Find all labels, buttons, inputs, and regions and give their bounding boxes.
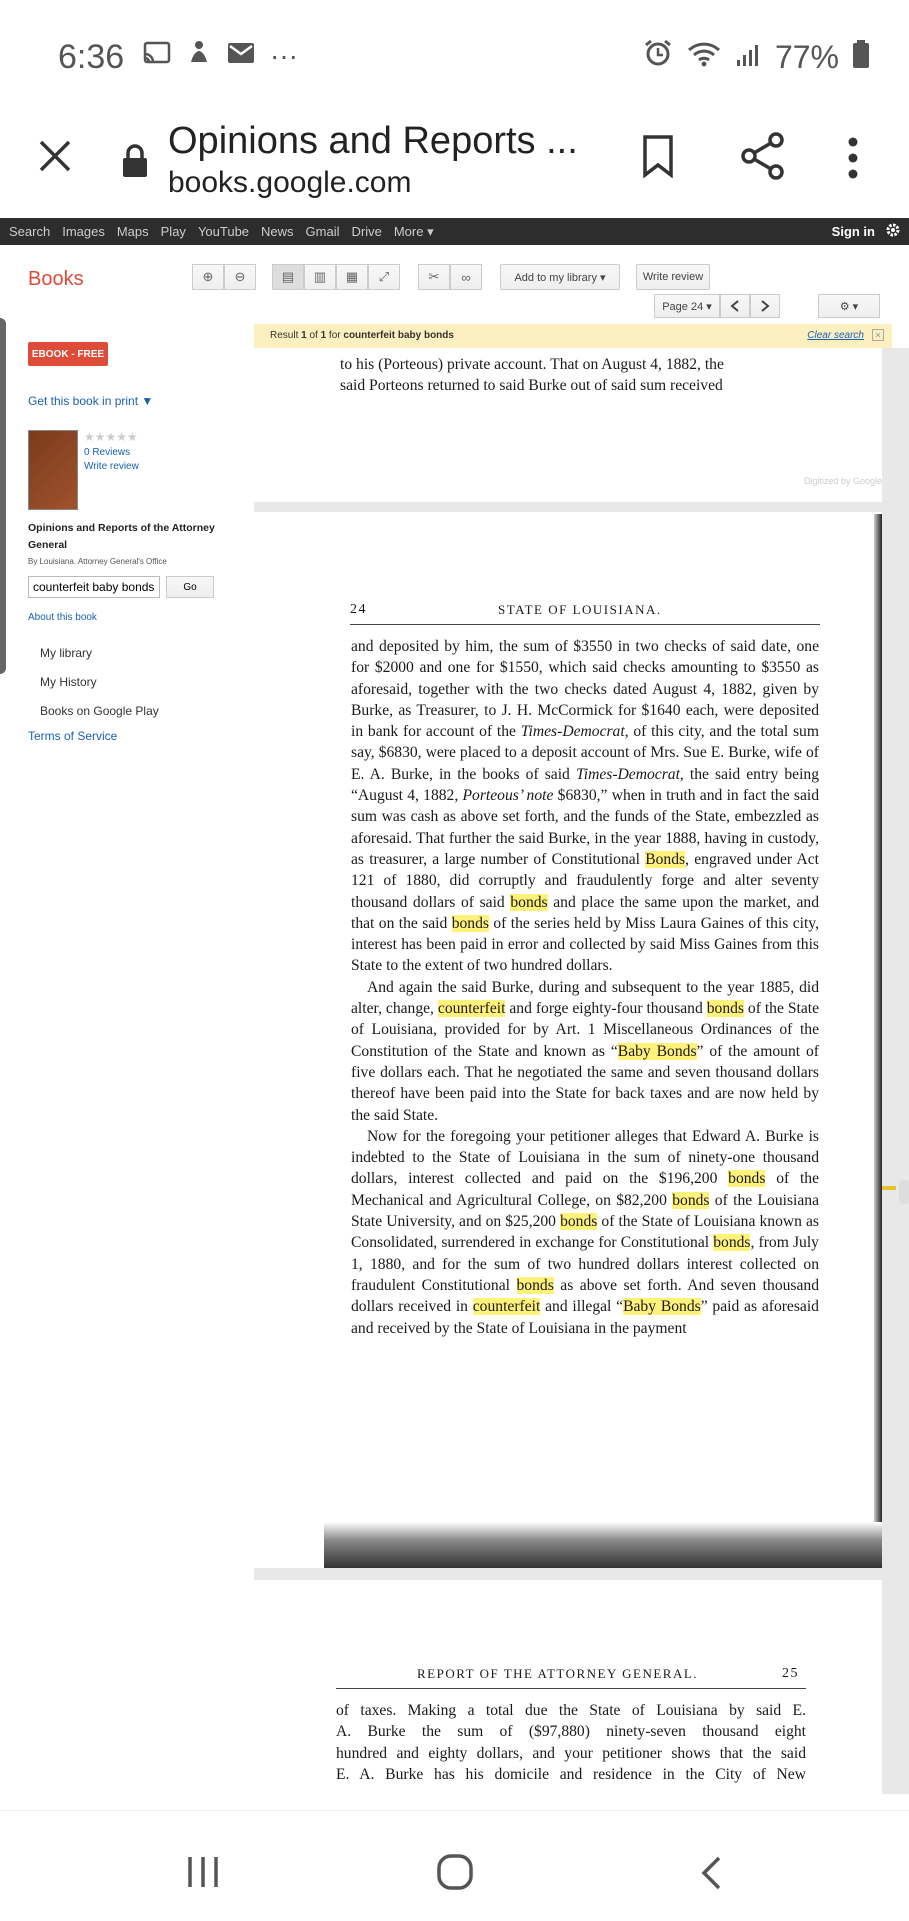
header-rule [336, 1688, 806, 1689]
bookmark-icon[interactable] [640, 134, 676, 183]
my-history-link[interactable]: My History [40, 675, 97, 689]
zoom-out-icon[interactable]: ⊖ [224, 264, 256, 290]
close-tab-icon[interactable] [30, 134, 80, 184]
rating-stars-icon[interactable]: ★★★★★ [84, 430, 138, 444]
page-navigation [654, 294, 780, 318]
side-panel-handle[interactable] [0, 318, 6, 674]
my-library-link[interactable]: My library [40, 646, 93, 660]
digitized-watermark: Digitized by Google [803, 476, 882, 486]
write-review-link[interactable]: Write review [84, 461, 139, 472]
header-rule [350, 624, 820, 625]
prev-page-icon[interactable] [720, 294, 750, 318]
gbar-link[interactable]: Maps [116, 224, 149, 239]
result-mid: of [306, 330, 321, 341]
search-result-bar [254, 324, 892, 348]
viewer-settings-gear-icon[interactable]: ⚙ ▾ [818, 294, 880, 318]
clear-search-link[interactable]: Clear search [807, 330, 864, 341]
accessibility-icon [186, 40, 212, 75]
gbar-link[interactable]: Images [62, 224, 105, 239]
view-mode-controls [272, 264, 400, 290]
result-current: 1 [301, 330, 307, 341]
get-print-link[interactable]: Get this book in print ▼ [28, 394, 154, 408]
share-icon[interactable] [740, 132, 786, 185]
gbar-link[interactable]: Search [9, 224, 51, 239]
page-url[interactable]: books.google.com [168, 166, 412, 199]
page23-line: to his (Porteous) private account. That on August 4, 1882, the [340, 356, 724, 373]
wifi-icon [687, 39, 721, 76]
zoom-controls [192, 264, 256, 290]
battery-icon [853, 39, 869, 76]
fullscreen-icon[interactable]: ⤢ [368, 264, 400, 290]
alarm-icon [643, 38, 673, 76]
status-bar [0, 0, 909, 110]
page-number-25: 25 [782, 1666, 799, 1681]
book-title: Opinions and Reports of the Attorney General [28, 522, 215, 551]
about-book-link[interactable]: About this book [28, 612, 97, 623]
add-to-library-button[interactable]: Add to my library ▾ [500, 264, 620, 290]
page24-body: and deposited by him, the sum of $3550 in two checks of said date, one for $2000 and one for $1550, which said checks amounting to $3550 as aforesaid, together with the two checks dated August 4, 1882, given by Burke, as Treasurer, to J. H. McCormick for $1640 each, were deposited in bank for account of the Times-Democrat, of this city, and the total sum say, $6830, were placed to a deposit account of Mrs. Sue E. Burke, wife of E. A. Burke, in the books of said Times-Democrat, the said entry being “August 4, 1882, Porteous’ note $6830,” when in truth and in fact the said sum was cash as above set forth, and the funds of the State, embezzled as aforesaid. That further the said Burke, in the year 1888, having in custody, as treasurer, a large number of Constitutional Bonds, engraved under Act 121 of 1880, did corruptly and fraudulently forge and alter seventy thousand dollars of said bonds and place the same upon the market, and that on the said bonds of the series held by Miss Laura Gaines of this city, interest has been paid in error and collected by said Miss Gaines from this State to the extent of two hundred dollars. And again the said Burke, during and subsequent to the year 1885, did alter, change, counterfeit and forge eighty-four thousand bonds of the State of Louisiana, provided for by Art. 1 Miscellaneous Ordinances of the Constitution of the State and known as “Baby Bonds” of the amount of five dollars each. That he negotiated the same and seven thousand dollars thereof have been paid into the State for back taxes and are now held by the said State. Now for the foregoing your petitioner alleges that Edward A. Burke is indebted to the State of Louisiana in the sum of ninety-one thousand dollars, interest collected and paid on the $196,200 bonds of the Mechanical and Agricultural College, on $82,200 bonds of the Louisiana State University, and on $25,200 bonds of the State of Louisiana known as Consolidated, surrendered in exchange for Constitutional bonds, from July 1, 1880, and for the sum of two hundred dollars interest collected on fraudulent Constitutional bonds as above set forth. And seven thousand dollars received in counterfeit and illegal “Baby Bonds” paid as aforesaid and received by the State of Louisiana in the payment [351, 638, 820, 1337]
recent-apps-icon[interactable] [186, 1855, 220, 1894]
page-25 [254, 1580, 882, 1794]
book-viewer[interactable] [254, 348, 909, 1794]
books-on-play-link[interactable]: Books on Google Play [40, 704, 159, 718]
single-page-icon[interactable]: ▤ [272, 264, 304, 290]
search-in-book-input[interactable] [28, 576, 160, 598]
more-notifications-icon: ··· [270, 40, 298, 71]
clip-controls [418, 264, 482, 290]
status-time: 6:36 [58, 38, 125, 76]
google-bar [0, 218, 909, 245]
book-author: By Louisiana. Attorney General's Office [28, 557, 167, 566]
home-icon[interactable] [436, 1853, 474, 1896]
page-edge-scan [874, 514, 882, 1554]
write-review-button[interactable]: Write review [636, 264, 710, 290]
page25-line: A. Burke the sum of ($97,880) ninety-seven thousand eight [336, 1723, 806, 1741]
page23-line: said Porteons returned to said Burke out of said sum received [340, 377, 723, 394]
page-23 [254, 348, 882, 502]
result-total: 1 [320, 330, 327, 341]
search-hit-marker[interactable] [882, 1186, 896, 1190]
ebook-free-button[interactable]: EBOOK - FREE [28, 342, 108, 366]
two-page-icon[interactable]: ▥ [304, 264, 336, 290]
overflow-menu-icon[interactable] [846, 136, 860, 185]
page24-header: STATE OF LOUISIANA. [498, 602, 662, 617]
result-prefix: Result [270, 330, 302, 341]
scrollbar-thumb[interactable] [899, 1180, 909, 1204]
gbar-link[interactable]: Play [160, 224, 186, 239]
thumbnail-icon[interactable]: ▦ [336, 264, 368, 290]
lock-icon[interactable] [120, 144, 150, 178]
gbar-link[interactable]: Gmail [305, 224, 340, 239]
scan-artifact [324, 1522, 882, 1568]
book-cover[interactable] [28, 430, 78, 510]
close-result-icon[interactable]: × [872, 329, 884, 341]
reviews-link[interactable]: 0 Reviews [84, 447, 131, 458]
zoom-in-icon[interactable]: ⊕ [192, 264, 224, 290]
sign-in-link[interactable]: Sign in [831, 224, 875, 239]
signal-icon [735, 39, 761, 76]
cast-icon [142, 40, 172, 75]
page-select[interactable]: Page 24 ▾ [654, 294, 720, 318]
gbar-link[interactable]: YouTube [197, 224, 250, 239]
system-nav-bar [0, 1810, 909, 1921]
page25-line: E. A. Burke has his domicile and residence in the City of New [336, 1765, 806, 1783]
back-icon[interactable] [698, 1855, 724, 1896]
terms-link[interactable]: Terms of Service [28, 729, 118, 743]
result-for: for [326, 330, 344, 341]
mail-icon [226, 40, 256, 75]
clip-scissors-icon[interactable]: ✂ [418, 264, 450, 290]
settings-dropdown [818, 294, 880, 318]
link-icon[interactable]: ∞ [450, 264, 482, 290]
page-24 [254, 512, 882, 1568]
gbar-link[interactable]: Drive [351, 224, 382, 239]
browser-toolbar [0, 110, 909, 218]
battery-percent: 77% [774, 38, 839, 75]
books-logo[interactable]: Books [28, 268, 84, 290]
settings-gear-icon[interactable] [885, 222, 901, 241]
page25-header: REPORT OF THE ATTORNEY GENERAL. [417, 1666, 699, 1681]
result-query: counterfeit baby bonds [343, 330, 454, 341]
gbar-link[interactable]: News [261, 224, 294, 239]
page-title[interactable]: Opinions and Reports ... [168, 120, 578, 162]
next-page-icon[interactable] [750, 294, 780, 318]
page25-line: of taxes. Making a total due the State of Louisiana by said E. [336, 1702, 806, 1719]
page-number-24: 24 [350, 602, 367, 617]
gbar-link[interactable]: More ▾ [393, 224, 434, 239]
go-button[interactable]: Go [166, 576, 214, 598]
page25-line: hundred and eighty dollars, and your petitioner shows that the said [336, 1744, 806, 1762]
